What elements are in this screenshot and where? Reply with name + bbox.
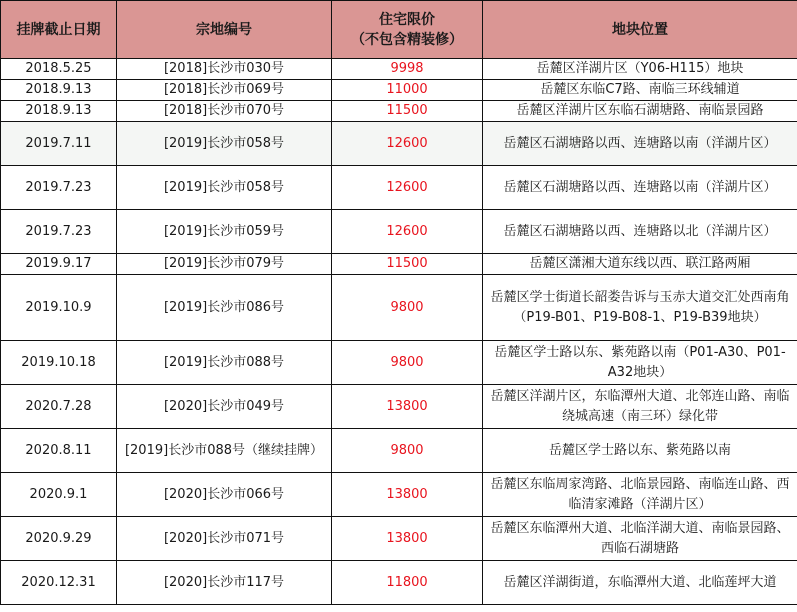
cell-lot-number: [2019]长沙市079号 [117,254,332,275]
cell-price: 9800 [332,341,483,385]
header-row [1,1,797,59]
table-row [1,561,797,605]
cell-date: 2020.9.29 [1,517,117,561]
table-body [1,59,797,605]
cell-lot-number: [2018]长沙市070号 [117,101,332,122]
header-price-line1: 住宅限价 [379,11,435,28]
cell-price: 13800 [332,385,483,429]
cell-lot-number: [2020]长沙市117号 [117,561,332,605]
table-row [1,275,797,341]
table-row [1,473,797,517]
cell-date: 2020.7.28 [1,385,117,429]
cell-price: 11500 [332,254,483,275]
cell-date: 2018.9.13 [1,80,117,101]
cell-date: 2019.7.23 [1,210,117,254]
cell-price: 12600 [332,122,483,166]
header-price-limit [332,1,483,59]
cell-lot-number: [2019]长沙市088号（继续挂牌） [117,429,332,473]
table-row [1,385,797,429]
cell-price: 9998 [332,59,483,80]
cell-lot-number: [2020]长沙市049号 [117,385,332,429]
cell-lot-number: [2019]长沙市058号 [117,166,332,210]
cell-date: 2019.9.17 [1,254,117,275]
cell-lot-number: [2020]长沙市066号 [117,473,332,517]
header-lot-number: 宗地编号 [117,1,332,59]
cell-location: 岳麓区洋湖街道，东临潭州大道、北临莲坪大道 [483,561,797,605]
header-date: 挂牌截止日期 [1,1,117,59]
table-row [1,101,797,122]
cell-date: 2020.12.31 [1,561,117,605]
cell-lot-number: [2020]长沙市071号 [117,517,332,561]
cell-location: 岳麓区石湖塘路以西、连塘路以南（洋湖片区） [483,122,797,166]
cell-location: 岳麓区潇湘大道东线以西、联江路两厢 [483,254,797,275]
table-row [1,80,797,101]
cell-price: 13800 [332,473,483,517]
table-row [1,210,797,254]
cell-location: 岳麓区洋湖片区（Y06-H115）地块 [483,59,797,80]
cell-price: 12600 [332,210,483,254]
cell-location: 岳麓区石湖塘路以西、连塘路以南（洋湖片区） [483,166,797,210]
cell-lot-number: [2018]长沙市030号 [117,59,332,80]
table-row [1,254,797,275]
table-row [1,166,797,210]
cell-location: 岳麓区学士路以东、紫苑路以南（P01-A30、P01-A32地块） [483,341,797,385]
cell-location: 岳麓区东临潭州大道、北临洋湖大道、南临景园路、西临石湖塘路 [483,517,797,561]
cell-price: 12600 [332,166,483,210]
header-price-line2: （不包含精装修） [351,31,463,48]
cell-lot-number: [2019]长沙市058号 [117,122,332,166]
cell-price: 13800 [332,517,483,561]
cell-price: 11500 [332,101,483,122]
table-row [1,517,797,561]
cell-price: 9800 [332,275,483,341]
cell-location: 岳麓区洋湖片区东临石湖塘路、南临景园路 [483,101,797,122]
header-location: 地块位置 [483,1,797,59]
cell-date: 2019.10.18 [1,341,117,385]
cell-date: 2018.9.13 [1,101,117,122]
cell-location: 岳麓区东临周家湾路、北临景园路、南临连山路、西临清家滩路（洋湖片区） [483,473,797,517]
cell-location: 岳麓区学士路以东、紫苑路以南 [483,429,797,473]
cell-location: 岳麓区石湖塘路以西、连塘路以北（洋湖片区） [483,210,797,254]
cell-lot-number: [2018]长沙市069号 [117,80,332,101]
cell-date: 2020.8.11 [1,429,117,473]
cell-lot-number: [2019]长沙市086号 [117,275,332,341]
cell-price: 11800 [332,561,483,605]
cell-date: 2019.7.23 [1,166,117,210]
cell-date: 2018.5.25 [1,59,117,80]
cell-location: 岳麓区东临C7路、南临三环线辅道 [483,80,797,101]
table-row [1,341,797,385]
cell-date: 2019.10.9 [1,275,117,341]
table-row [1,122,797,166]
cell-price: 11000 [332,80,483,101]
cell-lot-number: [2019]长沙市059号 [117,210,332,254]
cell-price: 9800 [332,429,483,473]
table-row [1,59,797,80]
cell-lot-number: [2019]长沙市088号 [117,341,332,385]
table-row [1,429,797,473]
cell-location: 岳麓区学士街道长韶娄告诉与玉赤大道交汇处西南角（P19-B01、P19-B08-1、P19-B39地块） [483,275,797,341]
cell-date: 2020.9.1 [1,473,117,517]
cell-location: 岳麓区洋湖片区，东临潭州大道、北邻连山路、南临绕城高速（南三环）绿化带 [483,385,797,429]
cell-date: 2019.7.11 [1,122,117,166]
